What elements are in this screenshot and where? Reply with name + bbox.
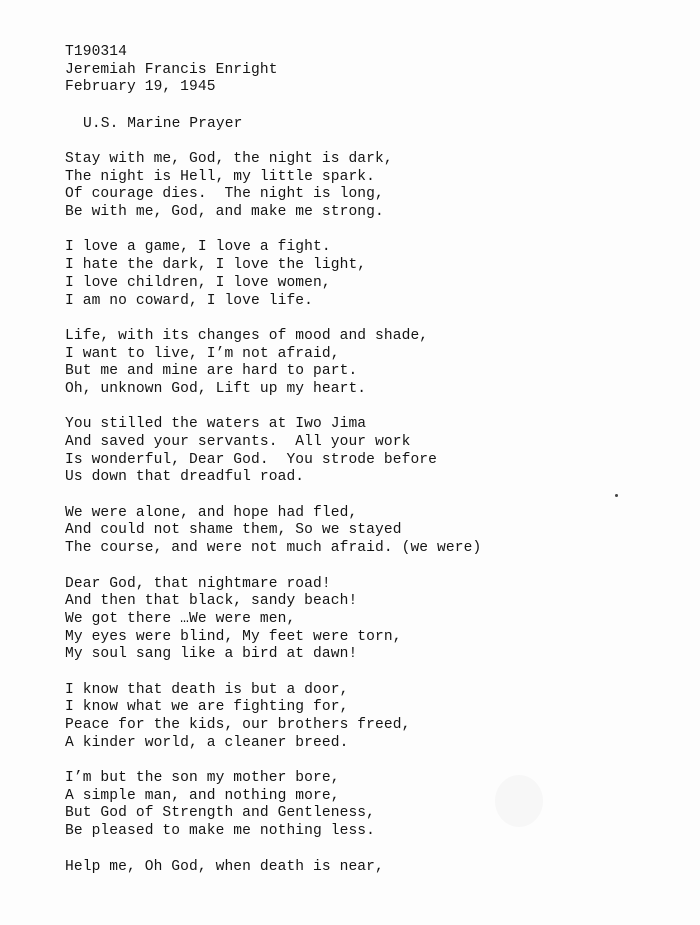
document-id: T190314 [65,44,128,60]
poem-line: Us down that dreadful road. [65,469,305,486]
poem-line: Of courage dies. The night is long, [65,186,384,203]
poem-line: But me and mine are hard to part. [65,363,358,380]
poem-line: And could not shame them, So we stayed [65,522,402,539]
stanza [65,859,685,877]
stanza [65,416,685,487]
poem-line: Peace for the kids, our brothers freed, [65,717,411,733]
author-name: Jeremiah Francis Enright [65,61,278,78]
poem-line: I hate the dark, I love the light, [65,257,367,274]
poem-line: My soul sang like a bird at dawn! [65,646,358,663]
poem-line: Dear God, that nightmare road! [65,575,331,592]
poem-line: A kinder world, a cleaner breed. [65,734,349,751]
document-header [65,44,278,97]
document-date: February 19, 1945 [65,79,216,96]
stanza [65,770,685,841]
poem-line: I am no coward, I love life. [65,292,314,309]
poem-line: Be pleased to make me nothing less. [65,823,376,840]
poem-body [65,151,685,894]
stanza [65,505,685,558]
poem-line: I know what we are fighting for, [65,699,349,716]
poem-line: I want to live, I’m not afraid, [65,345,340,362]
poem-line: We were alone, and hope had fled, [65,504,358,521]
poem-line: My eyes were blind, My feet were torn, [65,628,402,645]
stanza [65,682,685,753]
stanza [65,328,685,399]
poem-line: But God of Strength and Gentleness, [65,805,376,822]
poem-line: I love a game, I love a fight. [65,239,331,256]
poem-line: Life, with its changes of mood and shade, [65,327,429,344]
poem-line: And then that black, sandy beach! [65,593,358,610]
poem-line: Be with me, God, and make me strong. [65,204,384,221]
poem-line: I know that death is but a door, [65,681,349,698]
poem-line: I love children, I love women, [65,274,331,291]
poem-line: The course, and were not much afraid. (we were) [65,540,482,557]
poem-line: Stay with me, God, the night is dark, [65,151,393,167]
poem-line: You stilled the waters at Iwo Jima [65,416,367,433]
poem-line: And saved your servants. All your work [65,434,411,450]
poem-line: Help me, Oh God, when death is near, [65,858,384,875]
paper-speck [615,494,618,497]
stanza [65,576,685,664]
poem-line: I’m but the son my mother bore, [65,770,340,787]
stanza [65,151,685,222]
poem-line: The night is Hell, my little spark. [65,168,376,185]
paper-smudge [495,775,543,827]
stanza [65,239,685,310]
poem-title: U.S. Marine Prayer [83,116,243,132]
poem-line: We got there …We were men, [65,610,296,627]
poem-line: Oh, unknown God, Lift up my heart. [65,380,367,397]
poem-line: Is wonderful, Dear God. You strode before [65,451,438,468]
poem-line: A simple man, and nothing more, [65,787,340,804]
